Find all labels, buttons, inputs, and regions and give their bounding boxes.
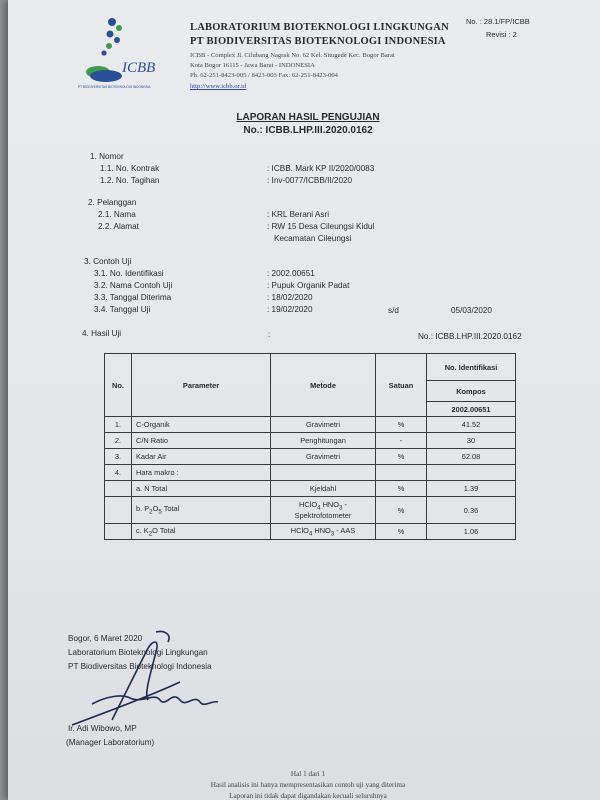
row-metode: Kjeldahl: [271, 481, 376, 497]
footer-note1: Hasil analisis ini hanya mempresentasikan contoh uji yang diterima: [210, 781, 406, 789]
row-value: 0.36: [427, 497, 516, 524]
row-metode: Gravimetri: [271, 417, 376, 433]
row-metode: HClO$_4$ $HNO_3$ - AAS: [271, 524, 376, 540]
contoh-diterima-label: 3.3. Tanggal Diterima: [94, 293, 172, 302]
row-satuan: %: [376, 481, 427, 497]
document-number: No. : 28.1/FP/ICBB: [466, 17, 530, 26]
contoh-uji-label: 3.4. Tanggal Uji: [94, 305, 151, 314]
table-row: [105, 417, 516, 433]
report-number: No.: ICBB.LHP.III.2020.0162: [243, 125, 373, 136]
pelanggan-alamat-value2: Kecamatan Cileungsi: [274, 234, 352, 243]
col-header-no: No.: [105, 354, 132, 417]
signatory-role: (Manager Laboratorium): [66, 738, 155, 747]
col-header-satuan: Satuan: [376, 354, 427, 417]
contoh-id-label: 3.1. No. Identifikasi: [94, 269, 164, 278]
row-param: C/N Ratio: [132, 433, 271, 449]
row-satuan: %: [376, 497, 427, 524]
row-param: a. N Total: [132, 481, 271, 497]
section-hasil-heading: 4. Hasil Uji: [82, 329, 122, 338]
contoh-uji-end: 05/03/2020: [451, 306, 492, 315]
hasil-colon: :: [268, 330, 271, 339]
col-header-metode: Metode: [271, 354, 376, 417]
row-value: 30: [427, 433, 516, 449]
signature-place-date: Bogor, 6 Maret 2020: [68, 634, 143, 643]
contoh-nama-label: 3.2. Nama Contoh Uji: [94, 281, 173, 290]
row-no: 1.: [105, 417, 132, 433]
row-no: 4.: [105, 465, 132, 481]
website-link[interactable]: http://www.icbb.or.id: [190, 83, 247, 90]
tagihan-value: : Inv-0077/ICBB/II/2020: [267, 176, 353, 185]
row-no: 3.: [105, 449, 132, 465]
col-header-sample-id: 2002.00651: [427, 402, 516, 417]
signatory-name: Ir. Adi Wibowo, MP: [68, 724, 137, 733]
contoh-nama-value: : Pupuk Organik Padat: [267, 281, 350, 290]
col-header-kompos: Kompos: [427, 381, 516, 402]
table-row: [105, 524, 516, 540]
tagihan-label: 1.2. No. Tagihan: [100, 176, 160, 185]
org-name-line2: PT BIODIVERSITAS BIOTEKNOLOGI INDONESIA: [190, 36, 446, 47]
signature-lab: Laboratorium Bioteknologi Lingkungan: [68, 648, 208, 657]
col-header-noid: No. Identifikasi: [427, 354, 516, 381]
pelanggan-alamat-value1: : RW 15 Desa Cileungsi Kidul: [267, 222, 375, 231]
row-satuan: -: [376, 433, 427, 449]
revision-number: Revisi : 2: [486, 30, 517, 39]
row-value: 41.52: [427, 417, 516, 433]
section-pelanggan-heading: 2. Pelanggan: [88, 198, 137, 207]
row-param: c. $K_2O$ Total: [132, 524, 271, 540]
address-line2: Kota Bogor 16115 - Jawa Barat - INDONESIA: [190, 62, 315, 69]
pelanggan-alamat-label: 2.2. Alamat: [98, 222, 139, 231]
row-satuan: %: [376, 449, 427, 465]
table-row: [105, 465, 516, 481]
row-value: 1.39: [427, 481, 516, 497]
report-title: LAPORAN HASIL PENGUJIAN: [236, 112, 380, 123]
contoh-uji-sd: s/d: [388, 306, 399, 315]
document-page: [8, 0, 600, 800]
row-satuan: %: [376, 524, 427, 540]
row-no: 2.: [105, 433, 132, 449]
row-metode: Penghitungan: [271, 433, 376, 449]
kontrak-label: 1.1. No. Kontrak: [100, 164, 160, 173]
logo-subtext: PT BIODIVERSITAS BIOTEKNOLOGI INDONESIA: [78, 85, 151, 89]
row-metode: Gravimetri: [271, 449, 376, 465]
handwritten-signature: [52, 620, 232, 730]
row-satuan: %: [376, 417, 427, 433]
pelanggan-nama-value: : KRL Berani Asri: [267, 210, 330, 219]
footer-note2: Laporan ini tidak dapat digandakan kecuali seluruhnya: [229, 792, 387, 800]
row-param: Hara makro :: [132, 465, 271, 481]
table-row: [105, 481, 516, 497]
contoh-id-value: : 2002.00651: [267, 269, 315, 278]
org-name-line1: LABORATORIUM BIOTEKNOLOGI LINGKUNGAN: [190, 22, 449, 33]
results-table: [104, 353, 516, 540]
row-value: 1.06: [427, 524, 516, 540]
row-param: b. $P_2O_5$ Total: [132, 497, 271, 524]
table-row: [105, 497, 516, 524]
signature-company: PT Biodiversitas Bioteknologi Indonesia: [68, 662, 212, 671]
row-param: C-Organik: [132, 417, 271, 433]
page-number: Hal 1 dari 1: [290, 770, 326, 778]
contoh-uji-value: : 19/02/2020: [267, 305, 313, 314]
row-metode: HClO$_4$ $HNO_3$ - Spektrofotometer: [271, 497, 376, 524]
logo-text: ICBB: [122, 60, 156, 76]
address-line1: ICBB - Complex Jl. Cilubang Nagrak No. 62 Kel. Situgede Kec. Bogor Barat: [190, 52, 395, 59]
hasil-number: No.: ICBB.LHP.III.2020.0162: [418, 332, 522, 341]
table-row: [105, 449, 516, 465]
section-contoh-heading: 3. Contoh Uji: [84, 257, 132, 266]
pelanggan-nama-label: 2.1. Nama: [98, 210, 136, 219]
icbb-logo: [74, 12, 164, 92]
logo-icon: [74, 12, 164, 92]
row-param: Kadar Air: [132, 449, 271, 465]
col-header-parameter: Parameter: [132, 354, 271, 417]
table-row: [105, 433, 516, 449]
row-value: 62.08: [427, 449, 516, 465]
section-nomor-heading: 1. Nomor: [90, 152, 124, 161]
kontrak-value: : ICBB. Mark KP II/2020/0083: [267, 164, 375, 173]
address-line3: Ph. 62-251-8423-005 / 8423-003 Fax: 62-251-8423-004: [190, 72, 338, 79]
contoh-diterima-value: : 18/02/2020: [267, 293, 313, 302]
